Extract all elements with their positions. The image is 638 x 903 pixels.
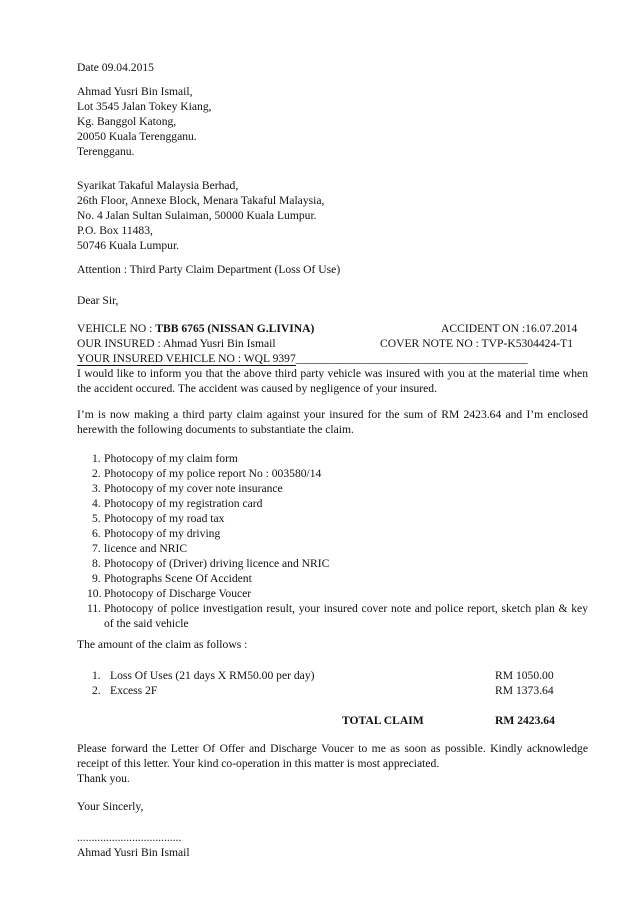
total-amount: RM 2423.64 xyxy=(495,714,555,727)
list-item: 2. Photocopy of my police report No : 003580/14 xyxy=(92,467,322,480)
sender-address-line: Terengganu. xyxy=(77,145,135,158)
insured-vehicle: YOUR INSURED VEHICLE NO : WQL 9397 xyxy=(77,352,296,365)
total-label: TOTAL CLAIM xyxy=(342,714,424,727)
recipient-address-line: No. 4 Jalan Sultan Sulaiman, 50000 Kuala Lumpur. xyxy=(77,209,317,222)
recipient-name: Syarikat Takaful Malaysia Berhad, xyxy=(77,179,239,192)
thanks-line: Thank you. xyxy=(77,772,130,785)
insured-vehicle-row xyxy=(77,351,588,366)
list-item: 10. Photocopy of Discharge Voucer xyxy=(87,587,252,600)
claim-amount: RM 1373.64 xyxy=(495,684,554,697)
list-item: 9. Photographs Scene Of Accident xyxy=(92,572,252,585)
paragraph-request: Please forward the Letter Of Offer and Discharge Voucer to me as soon as possible. Kindly acknowledge receipt of this letter. Your kind co-operation in this matter is most appreciated. xyxy=(77,742,588,770)
sender-name: Ahmad Yusri Bin Ismail, xyxy=(77,85,193,98)
paragraph-inform: I would like to inform you that the above third party vehicle was insured with you at the material time when the accident occured. The accident was caused by negligence of your insured. xyxy=(77,367,588,395)
claim-intro: The amount of the claim as follows : xyxy=(77,638,248,651)
list-item: 1. Photocopy of my claim form xyxy=(92,452,238,465)
underscore-line: ________________________________________ xyxy=(295,352,528,365)
insured-row xyxy=(77,336,588,351)
claim-description: Loss Of Uses (21 days X RM50.00 per day) xyxy=(110,669,315,682)
claim-row: 1. Loss Of Uses (21 days X RM50.00 per day) RM 1050.00 xyxy=(92,669,554,682)
recipient-address-line: 50746 Kuala Lumpur. xyxy=(77,239,180,252)
sender-address-line: 20050 Kuala Terengganu. xyxy=(77,130,197,143)
list-item: 8. Photocopy of (Driver) driving licence and NRIC xyxy=(92,557,330,570)
claim-amount: RM 1050.00 xyxy=(495,669,554,682)
paragraph-claim: I’m is now making a third party claim against your insured for the sum of RM 2423.64 and I’m enclosed herewith the following documents to substantiate the claim. xyxy=(77,408,588,436)
list-item: 4. Photocopy of my registration card xyxy=(92,497,263,510)
vehicle-label: VEHICLE NO : xyxy=(77,322,156,335)
vehicle-details xyxy=(77,321,588,366)
attention-line: Attention : Third Party Claim Department (Loss Of Use) xyxy=(77,263,341,276)
total-claim xyxy=(77,713,588,728)
accident-date: ACCIDENT ON :16.07.2014 xyxy=(441,322,578,335)
documents-list xyxy=(77,451,588,631)
vehicle-row xyxy=(77,321,588,336)
list-item: 6. Photocopy of my driving xyxy=(92,527,221,540)
claim-description: Excess 2F xyxy=(110,684,158,697)
insured-name: OUR INSURED : Ahmad Yusri Bin Ismail xyxy=(77,337,276,350)
list-item: 7. licence and NRIC xyxy=(92,542,188,555)
signatory-name: Ahmad Yusri Bin Ismail xyxy=(77,846,190,859)
list-item: 11. Photocopy of police investigation result, your insured cover note and police report, sketch plan & key of the said vehicle xyxy=(87,602,588,630)
list-item: 3. Photocopy of my cover note insurance xyxy=(92,482,283,495)
vehicle-value: TBB 6765 (NISSAN G.LIVINA) xyxy=(155,322,315,335)
salutation: Dear Sir, xyxy=(77,294,119,307)
recipient-address-line: 26th Floor, Annexe Block, Menara Takaful Malaysia, xyxy=(77,194,325,207)
recipient-address-line: P.O. Box 11483, xyxy=(77,224,153,237)
recipient-address xyxy=(77,178,588,253)
closing-line: Your Sincerly, xyxy=(77,800,144,813)
claim-row: 2. Excess 2F RM 1373.64 xyxy=(92,684,554,697)
signature-line: .................................... xyxy=(77,831,182,844)
sender-address-line: Lot 3545 Jalan Tokey Kiang, xyxy=(77,100,212,113)
list-item: 5. Photocopy of my road tax xyxy=(92,512,225,525)
sender-address xyxy=(77,84,588,159)
sender-address-line: Kg. Banggol Katong, xyxy=(77,115,177,128)
letter-date: Date 09.04.2015 xyxy=(77,61,154,74)
claim-table xyxy=(77,668,588,698)
cover-note: COVER NOTE NO : TVP-K5304424-T1 xyxy=(380,337,574,350)
